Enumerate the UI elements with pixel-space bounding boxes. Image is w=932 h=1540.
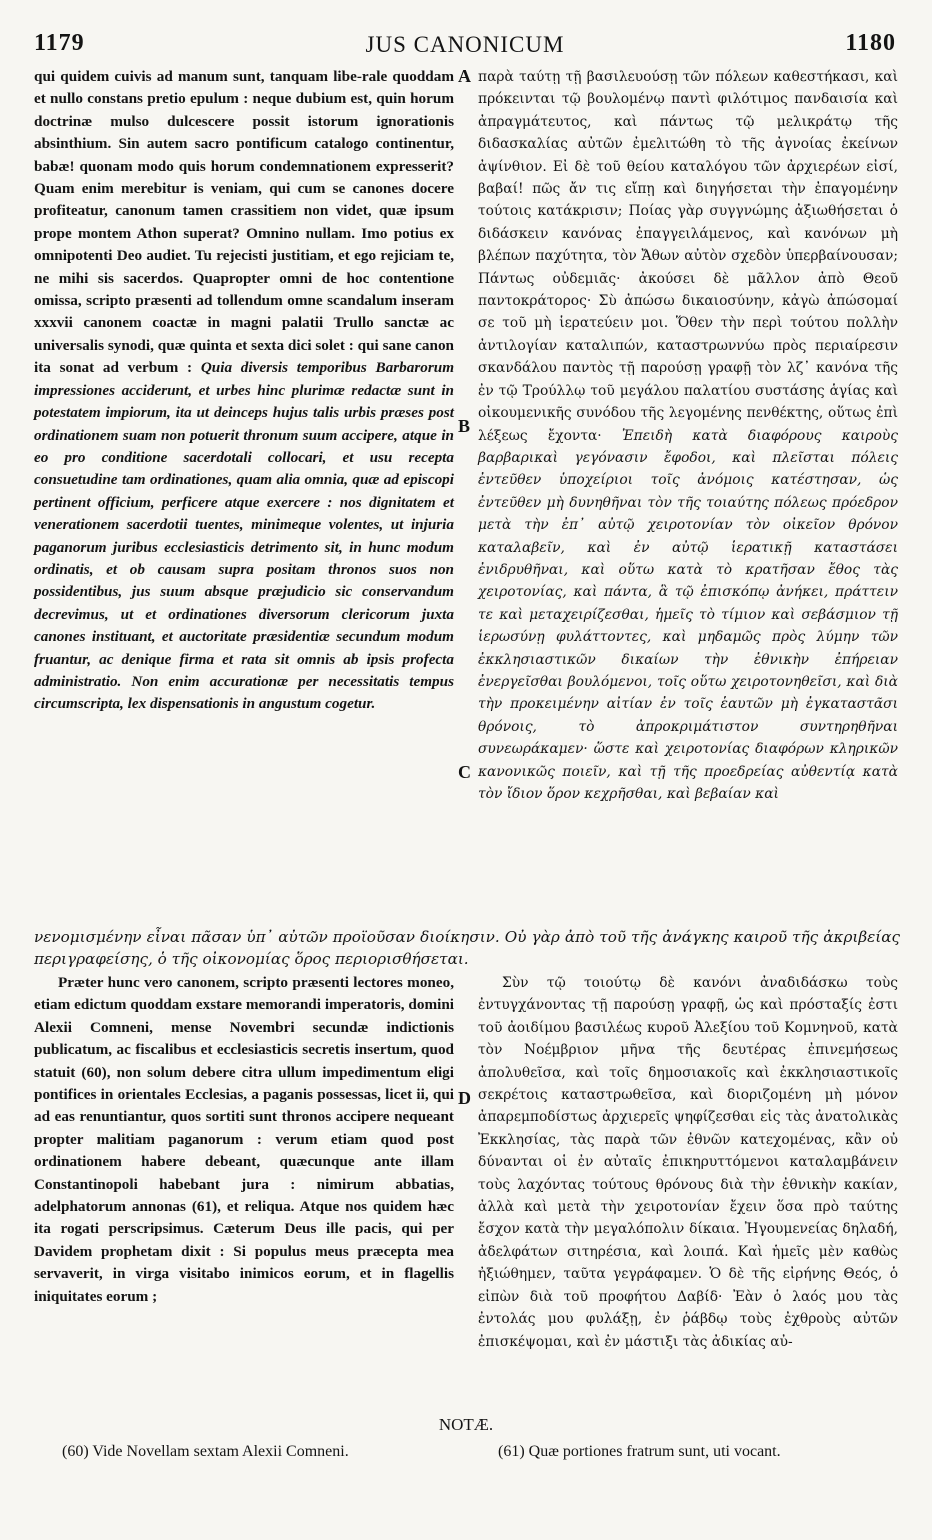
latin-text: qui quidem cuivis ad manum sunt, tanquam libe-rale quoddam et nullo constans pretio epulum : neque dubium est, quin horum doctrinæ mulso dulcescere possit istorum ignorationis absinthium. Sin autem sacro pontificum catalogo continentur, babæ! quonam modo quis horum condemnationem expresserit? Quam enim merebitur is veniam, qui cum se canones docere profiteatur, canonum tamen crassitiem non videt, quæ ipsum prope montem Athon superat? Omnino nullam. Imo potius ex omnipotenti Deo audiet. Tu rejecisti justitiam, et ego rejiciam te, ne mihi sis sacerdos. Quapropter omni de hoc contentione omissa, scripto præsenti ad tollendum omne scandalum inseram xxxvii canonem coactæ in magni palatii Trullo sanctæ ac universalis synodi, quæ quinta et sexta dici solet : qui sane canon ita sonat ad verbum : — [34, 68, 454, 377]
running-title: JUS CANONICUM — [365, 32, 565, 57]
latin-canon-text: Quia diversis temporibus Barbarorum impressiones acciderunt, et urbes hinc plurimæ redactæ sunt in potestatem impiorum, ita ut deinceps hujus talis urbis præses post ordinationem suam non potuerit thronum suum accipere, atque in eo pro conditione sacerdotali collocari, et usu recepta consuetudine tam ordinationes, quam alia omnia, quæ ad episcopi pertinent officium, perficere atque exercere : nos dignitatem et venerationem sacerdotii tuentes, minimeque volentes, ut injuria paganorum juribus ecclesiasticis detrimento sit, in hunc modum ordinatis, et ob causam supra positam thronos suos non possidentibus, jus suum absque præjudicio sic conservandum decrevimus, ut et ordinationes diversorum clericorum juxta canones instituant, et auctoritate præsidentiæ secundum modum fruantur, ac denique firma et rata sit omnis ab ipsis profecta administratio. Non enim accurationæ per necessitatis tempus circumscripta, lex dispensationis in angustum cogetur. — [34, 359, 455, 713]
page-header — [34, 30, 896, 70]
latin-column — [34, 66, 454, 716]
greek-column — [478, 66, 898, 805]
latin-paragraph-2: Præter hunc vero canonem, scripto præsenti lectores moneo, etiam edictum quoddam exstare memorandi imperatoris, domini Alexii Comneni, mense Novembri secundæ indictionis publicatum, ac fiscalibus et ecclesiasticis secretis insertum, quod statuit (60), non solum debere citra ullum impedimentum eligi pontifices in orientales Ecclesias, a paganis possessas, licet ii, qui ad eas renuntiantur, quos sortiti sunt thronos accipere nequeant propter malitiam paganorum : verum etiam quod post ordinationem habere debeant, quæcunque ante illam Constantinopoli habebant jura : nimirum abbatias, adelphatorum annonas (61), et reliqua. Atque nos quidem hæc ita rogati perscripsimus. Cæterum Deus ille pacis, qui per Davidem prophetam dixit : Si populus meus præcepta mea servaverit, in virga visitabo inimicos eorum, et in flagellis iniquitates eorum ; — [34, 974, 454, 1305]
greek-paragraph-1 — [478, 66, 898, 805]
margin-letter-b: B — [458, 416, 471, 436]
margin-letter-d: D — [458, 1088, 471, 1108]
greek-paragraph-2: Σὺν τῷ τοιούτῳ δὲ κανόνι ἀναδιδάσκω τοὺς ἐντυγχάνοντας τῇ παρούσῃ γραφῇ, ὡς καὶ πρόσταξίς ἐστι τοῦ ἀοιδίμου βασιλέως κυροῦ Ἀλεξίου τοῦ Κομνηνοῦ, κατὰ τὸν Νοέμβριον μῆνα τῆς δευτέρας ἐπινεμήσεως ἀπολυθεῖσα, καὶ τοῖς δημοσιακοῖς καὶ ἐκκλησιαστικοῖς σεκρέτοις καταστρωθεῖσα, καὶ διοριζομένη μὴ μόνον ἀπαρεμποδίστως ἀρχιερεῖς ψηφίζεσθαι εἰς τὰς ἀνατολικὰς Ἐκκλησίας, τὰς παρὰ τῶν ἐθνῶν κατεχομένας, κἂν οὐ δύνανται οἱ ἐν αὐταῖς ἐπικηρυττόμενοι καταλαμβάνειν τοὺς λαχόντας τούτους θρόνους διὰ τὴν ἐθνικὴν κακίαν, ἀλλὰ καὶ μετὰ τὴν χειροτονίαν ἔχειν ὅσα πρὸ ταύτης ἔσχον κατὰ τὴν μεγαλόπολιν δίκαια. Ἠγουμενείας δηλαδή, ἀδελφάτων σιτηρέσια, καὶ λοιπά. Καὶ ἡμεῖς μὲν καθὼς ἠξιώθημεν, ταῦτα γεγράφαμεν. Ὁ δὲ τῆς εἰρήνης Θεός, ὁ εἰπὼν διὰ τοῦ προφήτου Δαβίδ· Ἐὰν ὁ λαός μου τὰς ἐντολάς μου φυλάξῃ, ἐν ῥάβδῳ τοὺς ἐχθροὺς αὐτῶν ἐπισκέψομαι, καὶ ἐν μάστιξι τὰς ἀδικίας αὐ- — [478, 975, 898, 1350]
page-number-right: 1180 — [845, 30, 896, 56]
footnote-60: (60) Vide Novellam sextam Alexii Comneni. — [62, 1443, 349, 1460]
latin-paragraph-1 — [34, 66, 454, 716]
greek-canon-text: Ἐπειδὴ κατὰ διαφόρους καιροὺς βαρβαρικαὶ γεγόνασιν ἔφοδοι, καὶ πλεῖσται πόλεις ἐντεῦθεν ὑποχείριοι τοῖς ἀνόμοις κατέστησαν, ὡς ἐντεῦθεν μὴ δυνηθῆναι τὸν τῆς τοιαύτης πόλεως πρόεδρον μετὰ τὴν ἐπ᾽ αὐτῷ χειροτονίαν τὸν οἰκεῖον θρόνον καταλαβεῖν, καὶ ἐν αὐτῷ ἱερατικῇ καταστάσει ἐνιδρυθῆναι, καὶ οὕτω κατὰ τὸ κρατῆσαν ἔθος τὰς χειροτονίας, καὶ πάντα, ἃ τῷ ἐπισκόπῳ ἀνήκει, πράττειν τε καὶ μεταχειρίζεσθαι, ἡμεῖς τὸ τίμιον καὶ σεβάσμιον τῇ ἱερωσύνῃ φυλάττοντες, καὶ μηδαμῶς πρὸς λύμην τῶν ἐκκλησιαστικῶν δικαίων τὴν ἐθνικὴν ἐπήρειαν ἐνεργεῖσθαι βουλόμενοι, τοῖς οὕτω χειροτονηθεῖσι, καὶ διὰ τὴν προκειμένην αἰτίαν ἐν τοῖς ἑαυτῶν μὴ ἐγκαταστᾶσι θρόνοις, τὸ ἀπροκριμάτιστον συντηρηθῆναι συνεωράκαμεν· ὥστε καὶ χειροτονίας διαφόρων κληρικῶν κανονικῶς ποιεῖν, καὶ τῇ τῆς προεδρείας αὐθεντίᾳ κατὰ τὸν ἴδιον ὅρον κεχρῆσθαι, καὶ βεβαίαν καὶ — [478, 427, 899, 802]
page-number-left: 1179 — [34, 30, 85, 56]
footnote-61: (61) Quæ portiones fratrum sunt, uti vocant. — [498, 1443, 781, 1460]
greek-span-text: νενομισμένην εἶναι πᾶσαν ὑπ᾽ αὐτῶν προϊοῦσαν διοίκησιν. Οὐ γὰρ ἀπὸ τοῦ τῆς ἀνάγκης καιροῦ τῆς ἀκριβείας περιγραφείσης, ὁ τῆς οἰκονομίας ὅρος περιορισθήσεται. — [34, 928, 900, 968]
latin-column-lower — [34, 972, 454, 1308]
greek-spanning-line — [34, 926, 900, 970]
notes-heading: NOTÆ. — [438, 1415, 494, 1434]
greek-column-lower — [478, 972, 898, 1353]
greek-text: παρὰ ταύτῃ τῇ βασιλευούσῃ τῶν πόλεων καθεστήκασι, καὶ πρόκεινται τῷ βουλομένῳ παντὶ φιλότιμος πανδαισία καὶ ἀπραγμάτευτος, καὶ πάντως τῷ μελικράτῳ τῆς διδασκαλίας αὐτῶν ἐμελιτώθη τὸ τῆς ἀγνοίας ἐκείνων ἀψίνθιον. Εἰ δὲ τοῦ θείου καταλόγου τῶν ἀρχιερέων εἰσί, βαβαί! πῶς ἄν τις εἴπῃ καὶ διηγήσεται τὴν ἐπαγομένην τούτοις κατάκρισιν; Ποίας γὰρ συγγνώμης ἀξιωθήσεται ὁ διδάσκειν κανόνας ἐπαγγειλάμενος, καὶ κανόνων μὴ βλέπων παχύτητα, τὸν Ἄθων αὐτὸν σχεδὸν ὑπερβαίνουσαν; Πάντως οὐδεμιᾶς· ἀκούσει δὲ μᾶλλον ἀπὸ Θεοῦ παντοκράτορος· Σὺ ἀπώσω δικαιοσύνην, κἀγὼ ἀπώσομαί σε τοῦ μὴ ἱερατεύειν μοι. Ὅθεν τὴν περὶ τούτου πολλὴν ἀντιλογίαν καταλιπών, καταστρωννύω πρὸς περιαίρεσιν σκανδάλου παντὸς τῇ παρούσῃ γραφῇ τὸν λζ᾽ κανόνα τῆς ἐν τῷ Τρούλλῳ τοῦ μεγάλου παλατίου συστάσης ἁγίας καὶ οἰκουμενικῆς συνόδου τῆς λεγομένης πενθέκτης, οὕτως ἐπὶ λέξεως ἔχοντα· — [478, 69, 898, 444]
margin-letter-a: A — [458, 66, 471, 86]
margin-letter-c: C — [458, 762, 471, 782]
